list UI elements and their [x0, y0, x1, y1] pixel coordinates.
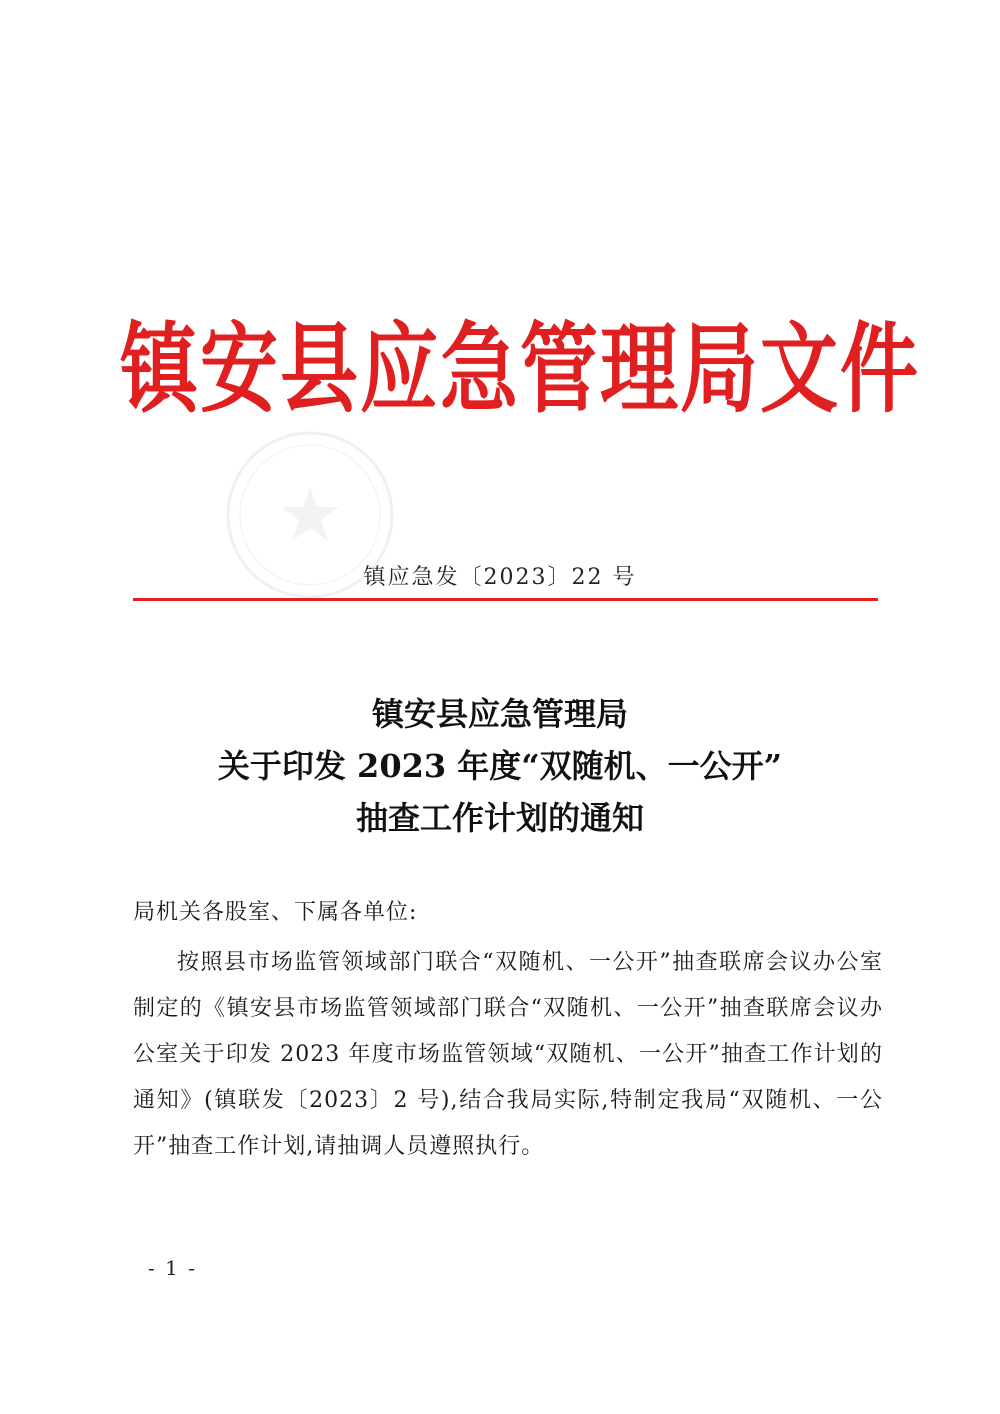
red-divider: [133, 598, 878, 601]
body-paragraph: 按照县市场监管领域部门联合“双随机、一公开”抽查联席会议办公室制定的《镇安县市场监管领域部门联合“双随机、一公开”抽查联席会议办公室关于印发 2023 年度市场监管领域“双随机、一公开”抽查工作计划的通知》(镇联发〔2023〕2 号),结合我局实际,特制定我局“双随机、一公开”抽查工作计划,请抽调人员遵照执行。: [133, 950, 883, 1159]
title-line-2: 关于印发 2023 年度“双随机、一公开”: [217, 747, 783, 785]
salutation: 局机关各股室、下属各单位:: [133, 900, 418, 925]
issuer-banner: 镇安县应急管理局文件: [120, 314, 921, 427]
page-number: - 1 -: [148, 1256, 197, 1280]
title-line-3: 抽查工作计划的通知: [355, 799, 644, 837]
document-title: [0, 688, 1000, 844]
title-line-1: 镇安县应急管理局: [371, 695, 628, 733]
document-number: 镇应急发〔2023〕22 号: [363, 565, 637, 590]
